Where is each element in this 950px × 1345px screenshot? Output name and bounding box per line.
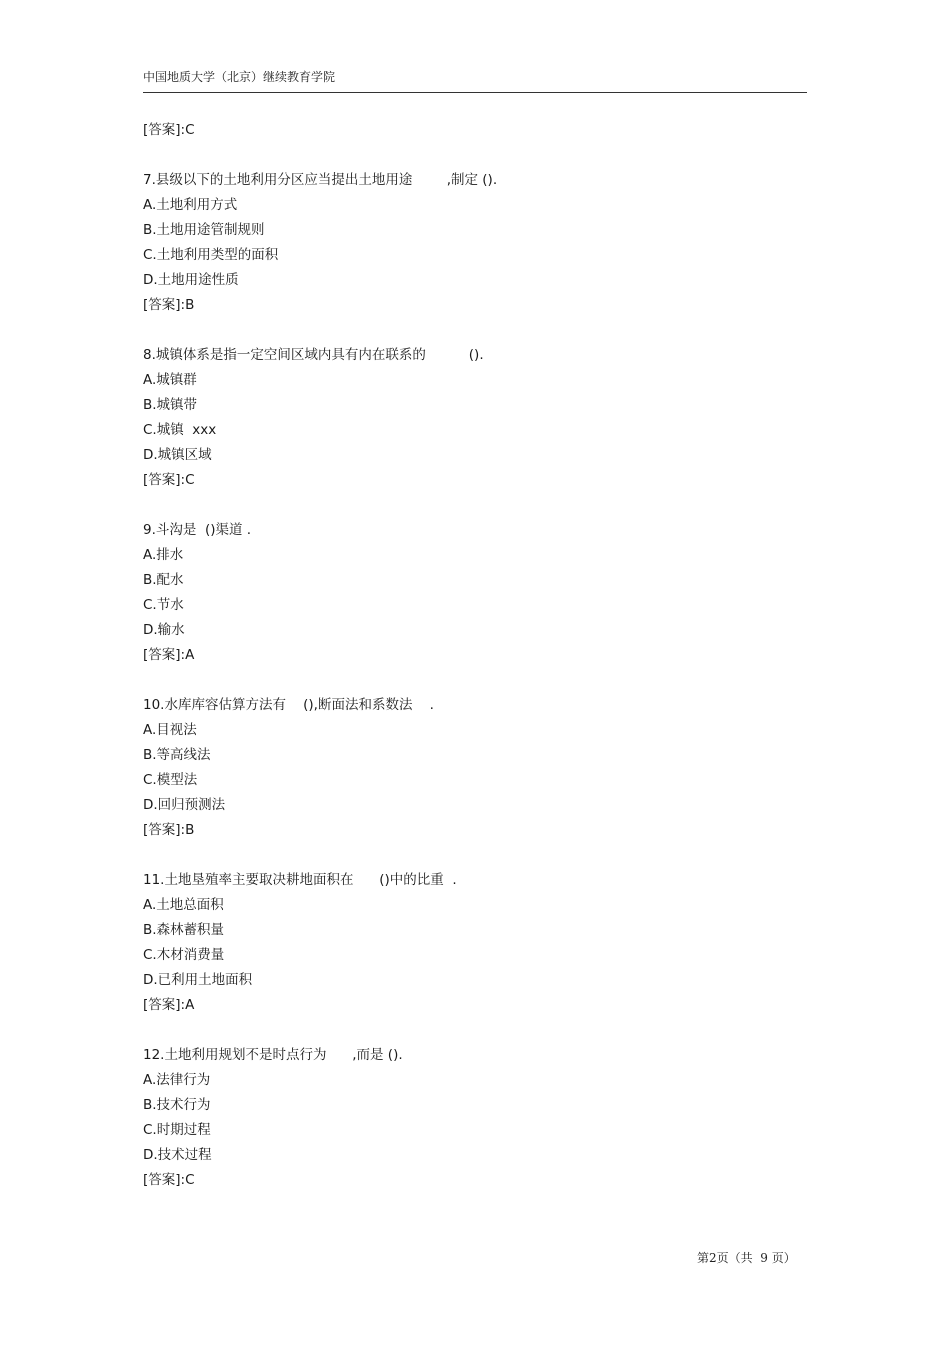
option-b: B.技术行为 [143, 1097, 211, 1113]
option-c: C.木材消费量 [143, 947, 225, 963]
option-c: C.时期过程 [143, 1122, 211, 1138]
page-number: 第2页（共 9 页） [697, 1251, 796, 1265]
option-b: B.土地用途管制规则 [143, 222, 265, 238]
option-c: C.模型法 [143, 772, 198, 788]
option-a: A.土地总面积 [143, 897, 224, 913]
question-block [143, 168, 807, 318]
question-block [143, 693, 807, 843]
header-title: 中国地质大学（北京）继续教育学院 [143, 70, 336, 84]
question-stem: 12.土地利用规划不是时点行为 ,而是 (). [143, 1047, 403, 1063]
question-block [143, 1043, 807, 1193]
question-stem: 8.城镇体系是指一定空间区域内具有内在联系的 (). [143, 347, 484, 363]
answer-line: [答案]:B [143, 822, 195, 838]
option-d: D.已利用土地面积 [143, 972, 253, 988]
option-a: A.城镇群 [143, 372, 197, 388]
option-a: A.法律行为 [143, 1072, 211, 1088]
option-b: B.森林蓄积量 [143, 922, 225, 938]
option-d: D.技术过程 [143, 1147, 212, 1163]
question-list [143, 118, 807, 1193]
answer-line: [答案]:B [143, 297, 195, 313]
option-c: C.城镇 xxx [143, 422, 217, 438]
answer-line: [答案]:A [143, 997, 195, 1013]
option-b: B.城镇带 [143, 397, 198, 413]
question-stem: 10.水库库容估算方法有 (),断面法和系数法 . [143, 697, 434, 713]
option-d: D.土地用途性质 [143, 272, 239, 288]
option-c: C.土地利用类型的面积 [143, 247, 279, 263]
option-a: A.目视法 [143, 722, 197, 738]
option-d: D.城镇区域 [143, 447, 212, 463]
option-a: A.土地利用方式 [143, 197, 238, 213]
option-d: D.输水 [143, 622, 185, 638]
answer-line: [答案]:C [143, 472, 195, 488]
answer-line: [答案]:C [143, 1172, 195, 1188]
answer-line: [答案]:C [143, 122, 195, 138]
page-header [143, 66, 807, 93]
answer-line: [答案]:A [143, 647, 195, 663]
option-d: D.回归预测法 [143, 797, 226, 813]
question-stem: 11.土地垦殖率主要取决耕地面积在 ()中的比重 . [143, 872, 457, 888]
option-b: B.等高线法 [143, 747, 211, 763]
question-stem: 9.斗沟是 ()渠道 . [143, 522, 252, 538]
question-block [143, 343, 807, 493]
question-block [143, 518, 807, 668]
option-c: C.节水 [143, 597, 184, 613]
option-b: B.配水 [143, 572, 184, 588]
question-stem: 7.县级以下的土地利用分区应当提出土地用途 ,制定 (). [143, 172, 498, 188]
option-a: A.排水 [143, 547, 184, 563]
question-block [143, 868, 807, 1018]
